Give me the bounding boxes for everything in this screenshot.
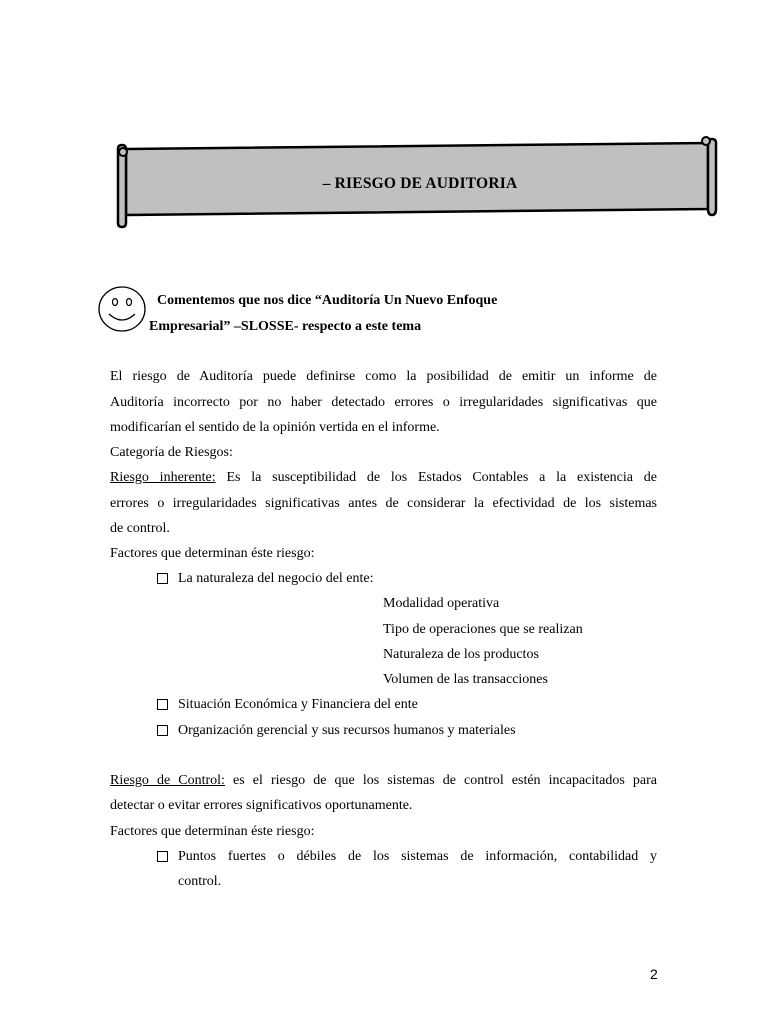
definition-line-3: modificarían el sentido de la opinión vertida en el informe. <box>110 420 440 435</box>
sub-item: Volumen de las transacciones <box>383 672 548 687</box>
checkbox-square-icon <box>157 851 168 862</box>
sub-item: Naturaleza de los productos <box>383 647 539 662</box>
inherent-line-2: errores o irregularidades significativas antes de considerar la efectividad de los sistemas <box>110 496 657 511</box>
intro-line-1: Comentemos que nos dice “Auditoría Un Nuevo Enfoque <box>157 293 498 308</box>
control-line-2: detectar o evitar errores significativos oportunamente. <box>110 798 413 813</box>
page-title: – RIESGO DE AUDITORIA <box>322 175 518 192</box>
control-line-1-rest: es el riesgo de que los sistemas de control estén incapacitados para <box>224 773 657 788</box>
inherent-line-1-rest: Es la susceptibilidad de los Estados Contables a la existencia de <box>215 470 657 485</box>
control-risk-term: Riesgo de Control: <box>110 773 225 788</box>
list-item: Situación Económica y Financiera del ente <box>157 696 418 714</box>
inherent-line-3: de control. <box>110 521 170 536</box>
categories-label: Categoría de Riesgos: <box>110 445 233 460</box>
checkbox-square-icon <box>157 573 168 584</box>
control-line-1 <box>110 772 657 790</box>
smiley-face-icon <box>97 285 147 333</box>
intro-line-2: Empresarial” –SLOSSE- respecto a este tema <box>149 319 422 334</box>
control-bullet-line-2: control. <box>178 874 222 889</box>
sub-item: Tipo de operaciones que se realizan <box>383 622 583 637</box>
inherent-line-1 <box>110 469 657 487</box>
checkbox-square-icon <box>157 699 168 710</box>
inherent-factors-label: Factores que determinan éste riesgo: <box>110 546 315 561</box>
list-item: La naturaleza del negocio del ente: <box>157 570 374 588</box>
definition-line-2: Auditoría incorrecto por no haber detectado errores o irregularidades significativas que <box>110 395 657 410</box>
list-item: Organización gerencial y sus recursos humanos y materiales <box>157 722 516 740</box>
list-item: Puntos fuertes o débiles de los sistemas de información, contabilidad y <box>157 848 657 866</box>
inherent-risk-term: Riesgo inherente: <box>110 470 216 485</box>
page-number: 2 <box>650 966 658 982</box>
checkbox-square-icon <box>157 725 168 736</box>
definition-line-1: El riesgo de Auditoría puede definirse como la posibilidad de emitir un informe de <box>110 369 657 384</box>
sub-item: Modalidad operativa <box>383 596 500 611</box>
control-factors-label: Factores que determinan éste riesgo: <box>110 824 315 839</box>
